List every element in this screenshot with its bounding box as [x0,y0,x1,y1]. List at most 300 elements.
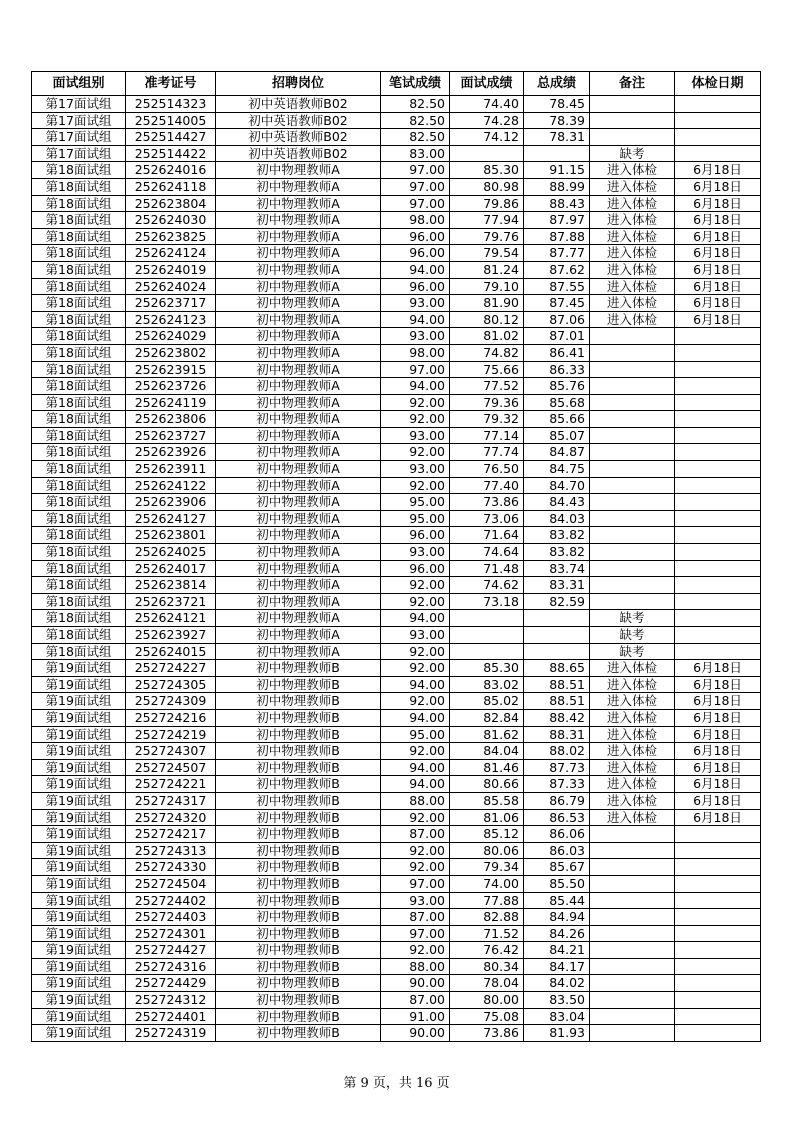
exam-date-cell [675,1025,761,1042]
remark-cell [590,892,675,909]
exam-id-cell: 252623806 [126,411,216,428]
interview-score-cell: 85.30 [450,660,524,677]
exam-date-cell [675,958,761,975]
group-cell: 第19面试组 [32,743,126,760]
total-score-cell [524,145,590,162]
remark-cell [590,129,675,146]
exam-date-cell [675,826,761,843]
total-score-cell: 86.06 [524,826,590,843]
exam-id-cell: 252624121 [126,610,216,627]
written-score-cell: 96.00 [381,278,450,295]
group-cell: 第17面试组 [32,96,126,113]
interview-score-cell: 80.12 [450,311,524,328]
exam-date-cell [675,444,761,461]
exam-date-cell [675,344,761,361]
interview-score-cell: 76.42 [450,942,524,959]
total-score-cell: 84.26 [524,925,590,942]
exam-id-cell: 252624123 [126,311,216,328]
interview-score-cell: 71.52 [450,925,524,942]
exam-id-cell: 252724429 [126,975,216,992]
exam-date-cell [675,112,761,129]
table-row [32,444,761,461]
written-score-cell: 94.00 [381,610,450,627]
interview-score-cell: 81.46 [450,759,524,776]
position-cell: 初中物理教师B [216,792,381,809]
exam-id-cell: 252724217 [126,826,216,843]
interview-score-cell: 79.86 [450,195,524,212]
remark-cell [590,427,675,444]
exam-id-cell: 252724305 [126,676,216,693]
total-score-cell: 84.17 [524,958,590,975]
total-score-cell: 83.82 [524,544,590,561]
exam-date-cell [675,892,761,909]
group-cell: 第18面试组 [32,278,126,295]
total-score-cell: 87.73 [524,759,590,776]
remark-cell: 进入体检 [590,278,675,295]
interview-score-cell: 74.64 [450,544,524,561]
exam-date-cell [675,361,761,378]
group-cell: 第19面试组 [32,925,126,942]
table-row [32,809,761,826]
written-score-cell: 92.00 [381,577,450,594]
exam-date-cell [675,942,761,959]
exam-date-cell [675,925,761,942]
table-row [32,378,761,395]
table-row [32,743,761,760]
remark-cell: 进入体检 [590,776,675,793]
remark-cell: 进入体检 [590,792,675,809]
table-row [32,245,761,262]
col-header-group: 面试组别 [32,72,126,96]
group-cell: 第19面试组 [32,958,126,975]
table-row [32,759,761,776]
total-score-cell: 85.50 [524,875,590,892]
remark-cell: 进入体检 [590,693,675,710]
group-cell: 第18面试组 [32,627,126,644]
group-cell: 第18面试组 [32,444,126,461]
interview-score-cell: 73.18 [450,593,524,610]
written-score-cell: 87.00 [381,992,450,1009]
remark-cell [590,992,675,1009]
interview-score-cell: 77.40 [450,477,524,494]
written-score-cell: 83.00 [381,145,450,162]
written-score-cell: 93.00 [381,627,450,644]
interview-score-cell: 74.82 [450,344,524,361]
exam-date-cell: 6月18日 [675,195,761,212]
exam-id-cell: 252514427 [126,129,216,146]
written-score-cell: 98.00 [381,344,450,361]
position-cell: 初中物理教师A [216,344,381,361]
position-cell: 初中物理教师A [216,477,381,494]
interview-score-cell: 79.76 [450,228,524,245]
exam-date-cell: 6月18日 [675,311,761,328]
exam-id-cell: 252724401 [126,1008,216,1025]
exam-id-cell: 252624016 [126,162,216,179]
remark-cell: 缺考 [590,610,675,627]
written-score-cell: 92.00 [381,859,450,876]
exam-id-cell: 252724317 [126,792,216,809]
exam-date-cell [675,593,761,610]
total-score-cell [524,610,590,627]
total-score-cell: 81.93 [524,1025,590,1042]
position-cell: 初中物理教师B [216,859,381,876]
total-score-cell [524,643,590,660]
exam-date-cell [675,378,761,395]
interview-score-cell: 74.28 [450,112,524,129]
total-score-cell: 87.77 [524,245,590,262]
table-row [32,776,761,793]
position-cell: 初中物理教师A [216,178,381,195]
remark-cell [590,411,675,428]
remark-cell: 进入体检 [590,245,675,262]
exam-date-cell [675,643,761,660]
table-row [32,693,761,710]
written-score-cell: 87.00 [381,909,450,926]
written-score-cell: 92.00 [381,444,450,461]
total-score-cell: 85.67 [524,859,590,876]
total-score-cell: 88.42 [524,709,590,726]
exam-date-cell [675,975,761,992]
position-cell: 初中物理教师A [216,461,381,478]
remark-cell [590,560,675,577]
written-score-cell: 90.00 [381,975,450,992]
exam-date-cell: 6月18日 [675,776,761,793]
exam-id-cell: 252623721 [126,593,216,610]
position-cell: 初中物理教师A [216,278,381,295]
interview-score-cell: 77.88 [450,892,524,909]
remark-cell [590,394,675,411]
group-cell: 第18面试组 [32,394,126,411]
group-cell: 第18面试组 [32,527,126,544]
group-cell: 第19面试组 [32,776,126,793]
written-score-cell: 82.50 [381,112,450,129]
exam-id-cell: 252623825 [126,228,216,245]
interview-score-cell: 80.98 [450,178,524,195]
table-body [32,96,761,1042]
total-score-cell: 85.76 [524,378,590,395]
table-row [32,593,761,610]
interview-score-cell: 74.00 [450,875,524,892]
written-score-cell: 97.00 [381,195,450,212]
position-cell: 初中物理教师A [216,610,381,627]
written-score-cell: 96.00 [381,527,450,544]
group-cell: 第17面试组 [32,112,126,129]
written-score-cell: 96.00 [381,245,450,262]
exam-date-cell [675,145,761,162]
position-cell: 初中物理教师A [216,394,381,411]
exam-id-cell: 252724301 [126,925,216,942]
position-cell: 初中物理教师A [216,328,381,345]
interview-score-cell: 79.32 [450,411,524,428]
position-cell: 初中物理教师B [216,892,381,909]
interview-score-cell: 75.66 [450,361,524,378]
exam-date-cell [675,992,761,1009]
exam-id-cell: 252724403 [126,909,216,926]
group-cell: 第18面试组 [32,162,126,179]
position-cell: 初中物理教师B [216,875,381,892]
remark-cell [590,975,675,992]
interview-score-cell: 75.08 [450,1008,524,1025]
remark-cell: 进入体检 [590,178,675,195]
written-score-cell: 92.00 [381,660,450,677]
written-score-cell: 97.00 [381,162,450,179]
interview-score-cell: 74.12 [450,129,524,146]
total-score-cell: 83.74 [524,560,590,577]
total-score-cell: 87.88 [524,228,590,245]
exam-id-cell: 252623915 [126,361,216,378]
written-score-cell: 92.00 [381,842,450,859]
table-row [32,295,761,312]
group-cell: 第18面试组 [32,311,126,328]
written-score-cell: 93.00 [381,328,450,345]
exam-date-cell [675,577,761,594]
written-score-cell: 82.50 [381,129,450,146]
table-row [32,726,761,743]
table-row [32,162,761,179]
exam-date-cell [675,610,761,627]
exam-id-cell: 252724313 [126,842,216,859]
table-row [32,544,761,561]
position-cell: 初中物理教师A [216,510,381,527]
remark-cell [590,378,675,395]
exam-date-cell [675,875,761,892]
table-row [32,261,761,278]
interview-score-cell: 82.88 [450,909,524,926]
exam-date-cell: 6月18日 [675,295,761,312]
exam-id-cell: 252623814 [126,577,216,594]
position-cell: 初中物理教师A [216,560,381,577]
total-score-cell: 84.75 [524,461,590,478]
position-cell: 初中物理教师B [216,958,381,975]
table-row [32,610,761,627]
remark-cell [590,1025,675,1042]
table-row [32,958,761,975]
table-row [32,228,761,245]
total-score-cell: 83.82 [524,527,590,544]
group-cell: 第19面试组 [32,693,126,710]
table-row [32,394,761,411]
table-row [32,925,761,942]
remark-cell: 进入体检 [590,676,675,693]
total-score-cell: 83.50 [524,992,590,1009]
exam-date-cell [675,411,761,428]
exam-id-cell: 252514323 [126,96,216,113]
table-row [32,859,761,876]
position-cell: 初中物理教师B [216,660,381,677]
group-cell: 第19面试组 [32,892,126,909]
interview-score-cell: 79.10 [450,278,524,295]
exam-date-cell [675,494,761,511]
total-score-cell: 84.70 [524,477,590,494]
written-score-cell: 92.00 [381,411,450,428]
remark-cell [590,527,675,544]
interview-score-cell [450,145,524,162]
remark-cell: 进入体检 [590,660,675,677]
position-cell: 初中英语教师B02 [216,145,381,162]
interview-score-cell: 77.74 [450,444,524,461]
table-row [32,112,761,129]
interview-score-cell: 81.24 [450,261,524,278]
exam-id-cell: 252724507 [126,759,216,776]
interview-score-cell: 85.58 [450,792,524,809]
remark-cell [590,461,675,478]
group-cell: 第18面试组 [32,344,126,361]
position-cell: 初中物理教师A [216,295,381,312]
interview-score-cell: 77.14 [450,427,524,444]
exam-id-cell: 252623802 [126,344,216,361]
group-cell: 第19面试组 [32,759,126,776]
position-cell: 初中物理教师A [216,212,381,229]
position-cell: 初中物理教师B [216,1025,381,1042]
interview-score-cell: 78.04 [450,975,524,992]
exam-date-cell: 6月18日 [675,743,761,760]
written-score-cell: 93.00 [381,295,450,312]
table-row [32,826,761,843]
position-cell: 初中物理教师B [216,743,381,760]
group-cell: 第18面试组 [32,328,126,345]
col-header-interview-score: 面试成绩 [450,72,524,96]
table-row [32,709,761,726]
interview-score-cell: 73.86 [450,1025,524,1042]
table-row [32,494,761,511]
group-cell: 第18面试组 [32,245,126,262]
written-score-cell: 94.00 [381,261,450,278]
exam-id-cell: 252514005 [126,112,216,129]
exam-id-cell: 252724312 [126,992,216,1009]
written-score-cell: 97.00 [381,178,450,195]
position-cell: 初中物理教师B [216,909,381,926]
written-score-cell: 92.00 [381,643,450,660]
group-cell: 第18面试组 [32,427,126,444]
table-row [32,311,761,328]
group-cell: 第18面试组 [32,577,126,594]
exam-id-cell: 252724216 [126,709,216,726]
remark-cell [590,925,675,942]
group-cell: 第19面试组 [32,992,126,1009]
total-score-cell: 88.43 [524,195,590,212]
group-cell: 第18面试组 [32,195,126,212]
col-header-exam-id: 准考证号 [126,72,216,96]
group-cell: 第18面试组 [32,560,126,577]
written-score-cell: 94.00 [381,759,450,776]
position-cell: 初中物理教师B [216,1008,381,1025]
table-row [32,1025,761,1042]
interview-score-cell: 79.54 [450,245,524,262]
group-cell: 第19面试组 [32,859,126,876]
remark-cell [590,477,675,494]
table-row [32,627,761,644]
remark-cell [590,826,675,843]
exam-date-cell: 6月18日 [675,676,761,693]
total-score-cell: 88.51 [524,693,590,710]
position-cell: 初中物理教师A [216,527,381,544]
remark-cell [590,494,675,511]
written-score-cell: 92.00 [381,942,450,959]
exam-date-cell [675,842,761,859]
exam-id-cell: 252724402 [126,892,216,909]
written-score-cell: 88.00 [381,958,450,975]
position-cell: 初中物理教师A [216,643,381,660]
exam-date-cell [675,477,761,494]
group-cell: 第18面试组 [32,212,126,229]
table-row [32,909,761,926]
exam-date-cell: 6月18日 [675,245,761,262]
written-score-cell: 96.00 [381,228,450,245]
exam-id-cell: 252623906 [126,494,216,511]
interview-score-cell: 79.36 [450,394,524,411]
position-cell: 初中英语教师B02 [216,96,381,113]
exam-date-cell [675,427,761,444]
remark-cell [590,859,675,876]
remark-cell: 缺考 [590,643,675,660]
interview-score-cell: 71.48 [450,560,524,577]
exam-id-cell: 252624024 [126,278,216,295]
table-row [32,461,761,478]
table-row [32,344,761,361]
col-header-total-score: 总成绩 [524,72,590,96]
remark-cell [590,577,675,594]
exam-date-cell: 6月18日 [675,709,761,726]
exam-date-cell: 6月18日 [675,278,761,295]
position-cell: 初中物理教师B [216,975,381,992]
exam-id-cell: 252624025 [126,544,216,561]
group-cell: 第19面试组 [32,726,126,743]
exam-date-cell [675,544,761,561]
exam-date-cell: 6月18日 [675,228,761,245]
remark-cell [590,958,675,975]
total-score-cell: 87.97 [524,212,590,229]
table-row [32,842,761,859]
position-cell: 初中物理教师A [216,544,381,561]
written-score-cell: 97.00 [381,361,450,378]
group-cell: 第18面试组 [32,295,126,312]
group-cell: 第18面试组 [32,228,126,245]
exam-id-cell: 252724504 [126,875,216,892]
table-row [32,577,761,594]
table-row [32,643,761,660]
remark-cell: 进入体检 [590,195,675,212]
group-cell: 第18面试组 [32,178,126,195]
position-cell: 初中物理教师A [216,195,381,212]
position-cell: 初中物理教师A [216,593,381,610]
remark-cell [590,909,675,926]
remark-cell [590,96,675,113]
total-score-cell: 87.33 [524,776,590,793]
written-score-cell: 95.00 [381,494,450,511]
group-cell: 第18面试组 [32,378,126,395]
interview-score-cell: 80.66 [450,776,524,793]
exam-id-cell: 252624124 [126,245,216,262]
exam-date-cell [675,129,761,146]
table-row [32,992,761,1009]
written-score-cell: 94.00 [381,311,450,328]
group-cell: 第19面试组 [32,676,126,693]
group-cell: 第18面试组 [32,510,126,527]
remark-cell: 缺考 [590,145,675,162]
interview-score-cell: 85.02 [450,693,524,710]
group-cell: 第18面试组 [32,461,126,478]
written-score-cell: 82.50 [381,96,450,113]
col-header-written-score: 笔试成绩 [381,72,450,96]
remark-cell: 进入体检 [590,311,675,328]
remark-cell: 进入体检 [590,162,675,179]
table-row [32,527,761,544]
interview-score-cell: 71.64 [450,527,524,544]
exam-id-cell: 252514422 [126,145,216,162]
position-cell: 初中物理教师A [216,162,381,179]
col-header-exam-date: 体检日期 [675,72,761,96]
total-score-cell: 86.41 [524,344,590,361]
